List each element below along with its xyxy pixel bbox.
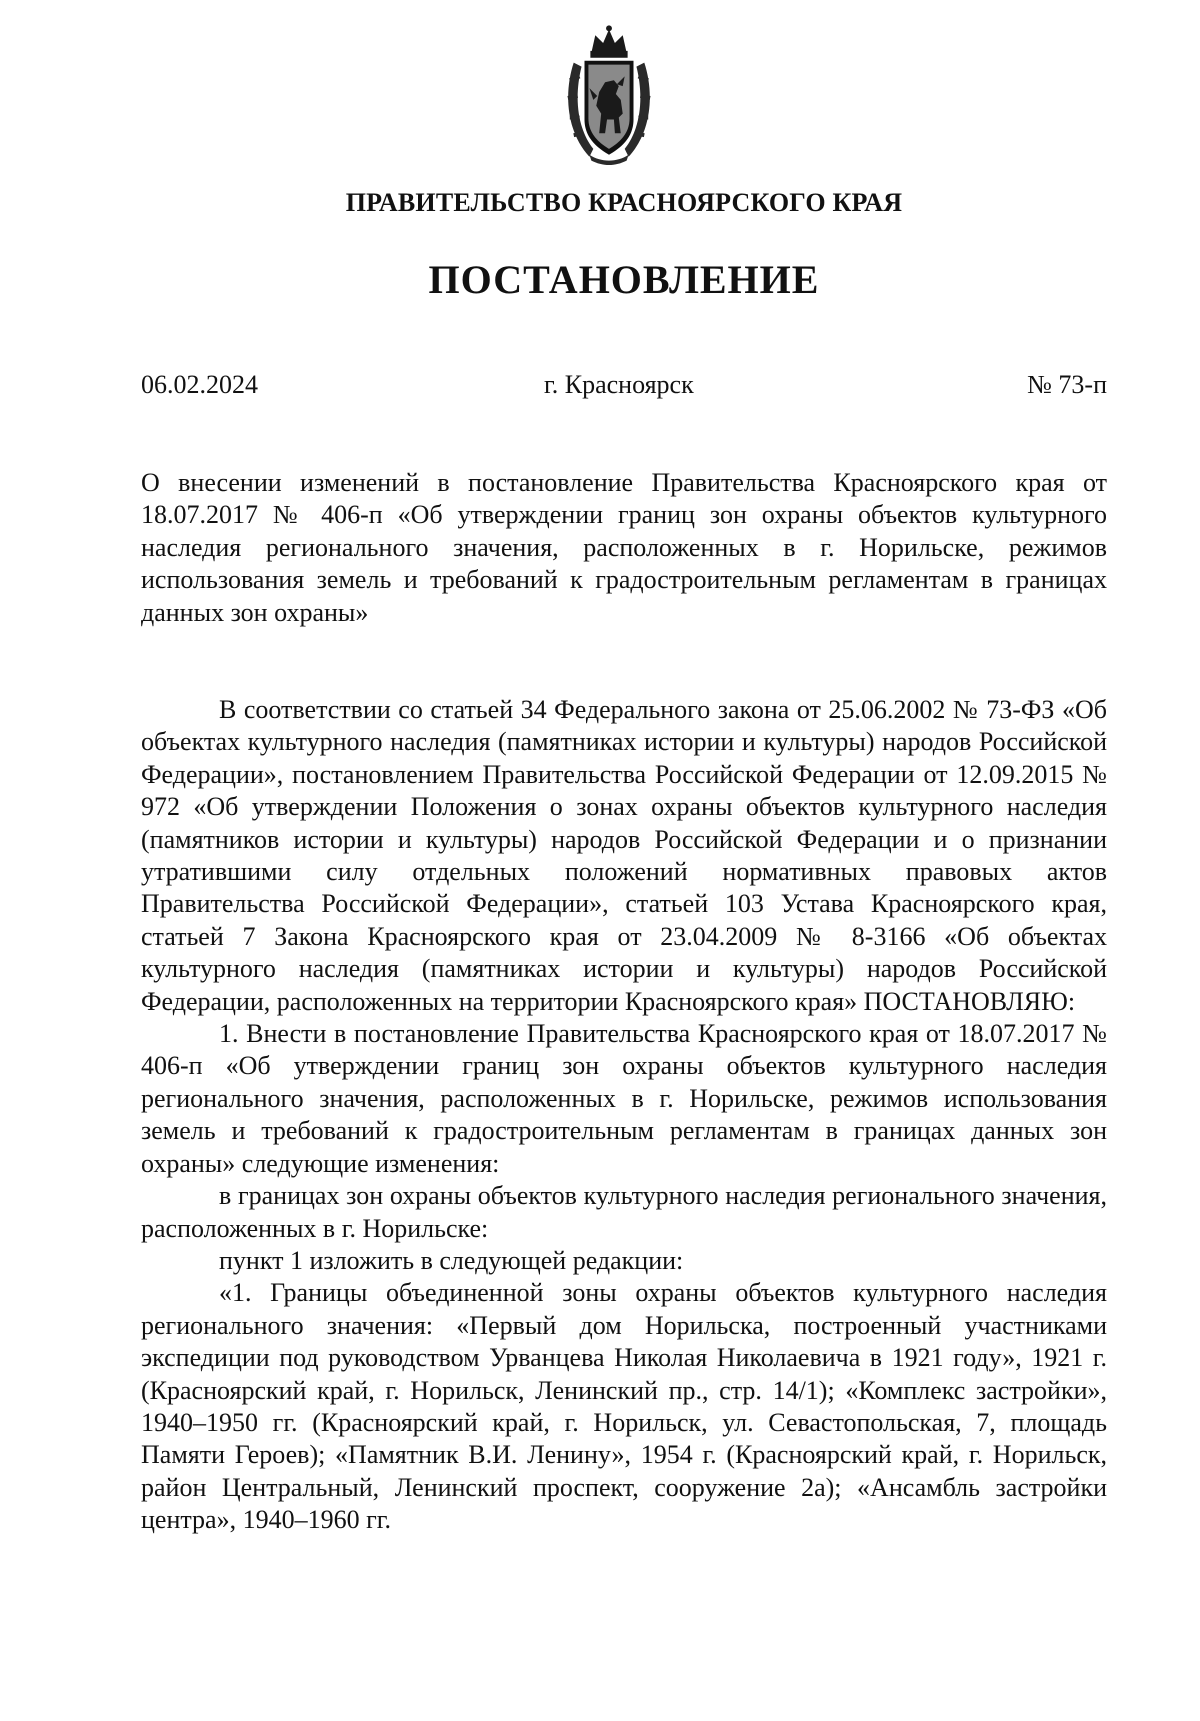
body-paragraph: в границах зон охраны объектов культурного наследия регионального значения, расположенных в г. Норильске: — [141, 1181, 1107, 1243]
document-date: 06.02.2024 — [141, 370, 258, 399]
document-body — [141, 694, 1107, 1537]
organization-title: ПРАВИТЕЛЬСТВО КРАСНОЯРСКОГО КРАЯ — [345, 188, 903, 217]
document-type-title: ПОСТАНОВЛЕНИЕ — [428, 257, 820, 302]
document-subject: О внесении изменений в постановление Правительства Красноярского края от 18.07.2017 № 406-п «Об утверждении границ зон охраны объектов культурного наследия регионального значения, расположенных в г. Норильске, режимов использования земель и требований к градостроительным регламентам в границах данных зон охраны» — [141, 468, 1107, 627]
body-paragraph: пункт 1 изложить в следующей редакции: — [219, 1245, 684, 1275]
body-paragraph: «1. Границы объединенной зоны охраны объектов культурного наследия регионального значения: «Первый дом Норильска, построенный участниками экспедиции под руководством Урванцева Николая Николаевича в 1921 году», 1921 г. (Красноярский край, г. Норильск, Ленинский пр., стр. 14/1); «Комплекс застройки», 1940–1950 гг. (Красноярский край, г. Норильск, ул. Севастопольская, 7, площадь Памяти Героев); «Памятник В.И. Ленину», 1954 г. (Красноярский край, г. Норильск, район Центральный, Ленинский проспект, сооружение 2а); «Ансамбль застройки центра», 1940–1960 гг. — [141, 1278, 1107, 1535]
body-paragraph: В соответствии со статьей 34 Федерального закона от 25.06.2002 № 73-ФЗ «Об объектах культурного наследия (памятниках истории и культуры) народов Российской Федерации», постановлением Правительства Российской Федерации от 12.09.2015 № 972 «Об утверждении Положения о зонах охраны объектов культурного наследия (памятников истории и культуры) народов Российской Федерации и о признании утратившими силу отдельных положений нормативных правовых актов Правительства Российской Федерации», статьей 103 Устава Красноярского края, статьей 7 Закона Красноярского края от 23.04.2009 № 8-3166 «Об объектах культурного наследия (памятниках истории и культуры) народов Российской Федерации, расположенных на территории Красноярского края» ПОСТАНОВЛЯЮ: — [141, 695, 1107, 1016]
document-city: г. Красноярск — [544, 370, 694, 399]
krasnoyarsk-coat-of-arms-icon — [560, 22, 658, 167]
body-paragraph: 1. Внести в постановление Правительства Красноярского края от 18.07.2017 № 406-п «Об утверждении границ зон охраны объектов культурного наследия регионального значения, расположенных в г. Норильске, режимов использования земель и требований к градостроительным регламентам в границах данных зон охраны» следующие изменения: — [141, 1019, 1107, 1178]
document-number: № 73-п — [1027, 370, 1107, 399]
